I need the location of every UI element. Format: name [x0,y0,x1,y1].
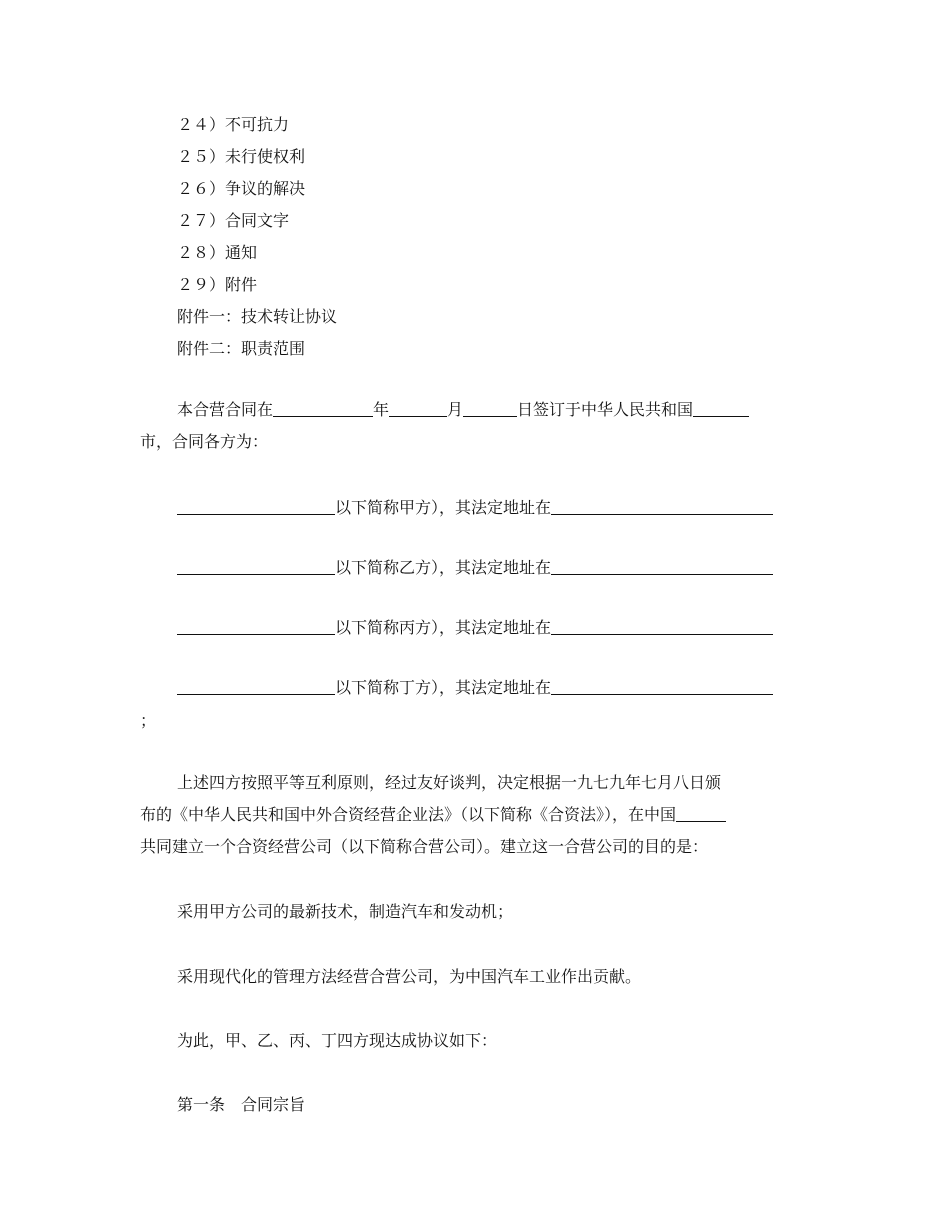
blank-party-address [551,498,773,515]
signing-line [177,399,749,421]
toc-item: ２８）通知 [177,243,258,262]
party-line [177,557,773,579]
month-label: 月 [447,400,464,419]
blank-party-address [551,678,773,695]
party-line [177,677,773,699]
toc-item: ２６）争议的解决 [177,179,306,198]
toc-item: ２９）附件 [177,275,258,294]
party-line [177,617,773,639]
blank-city [693,400,749,417]
attachment-item: 附件二：职责范围 [177,339,306,358]
purpose-item: 采用甲方公司的最新技术，制造汽车和发动机； [177,902,514,921]
party-label: 以下简称丁方），其法定地址在 [335,678,552,697]
blank-place [273,400,373,417]
party-line [177,497,773,519]
blank-party-address [551,558,773,575]
toc-item: ２５）未行使权利 [177,147,306,166]
toc-item: ２４）不可抗力 [177,115,290,134]
blank-location [676,805,726,822]
blank-month [463,400,517,417]
toc-item: ２７）合同文字 [177,211,290,230]
party-label: 以下简称丙方），其法定地址在 [335,618,552,637]
blank-year [389,400,447,417]
blank-party-name [177,498,335,515]
agreement-statement: 为此，甲、乙、丙、丁四方现达成协议如下： [177,1031,498,1050]
article-heading: 第一条 合同宗旨 [177,1095,306,1114]
preamble-line: 共同建立一个合资经营公司（以下简称合营公司）。建立这一合营公司的目的是： [140,837,709,856]
blank-party-address [551,618,773,635]
signing-prefix: 本合营合同在 [177,400,274,419]
attachment-item: 附件一：技术转让协议 [177,307,338,326]
preamble-line: 上述四方按照平等互利原则，经过友好谈判，决定根据一九七九年七月八日颁 [177,773,722,792]
day-label: 日签订于中华人民共和国 [517,400,694,419]
year-label: 年 [373,400,390,419]
preamble-line [140,804,726,826]
signing-line-2: 市，合同各方为： [140,432,269,451]
semicolon: ； [140,711,157,730]
blank-party-name [177,558,335,575]
party-label: 以下简称甲方），其法定地址在 [335,498,552,517]
preamble-text: 布的《中华人民共和国中外合资经营企业法》（以下简称《合资法》），在中国 [140,805,677,824]
party-label: 以下简称乙方），其法定地址在 [335,558,552,577]
blank-party-name [177,618,335,635]
purpose-item: 采用现代化的管理方法经营合营公司，为中国汽车工业作出贡献。 [177,967,642,986]
blank-party-name [177,678,335,695]
